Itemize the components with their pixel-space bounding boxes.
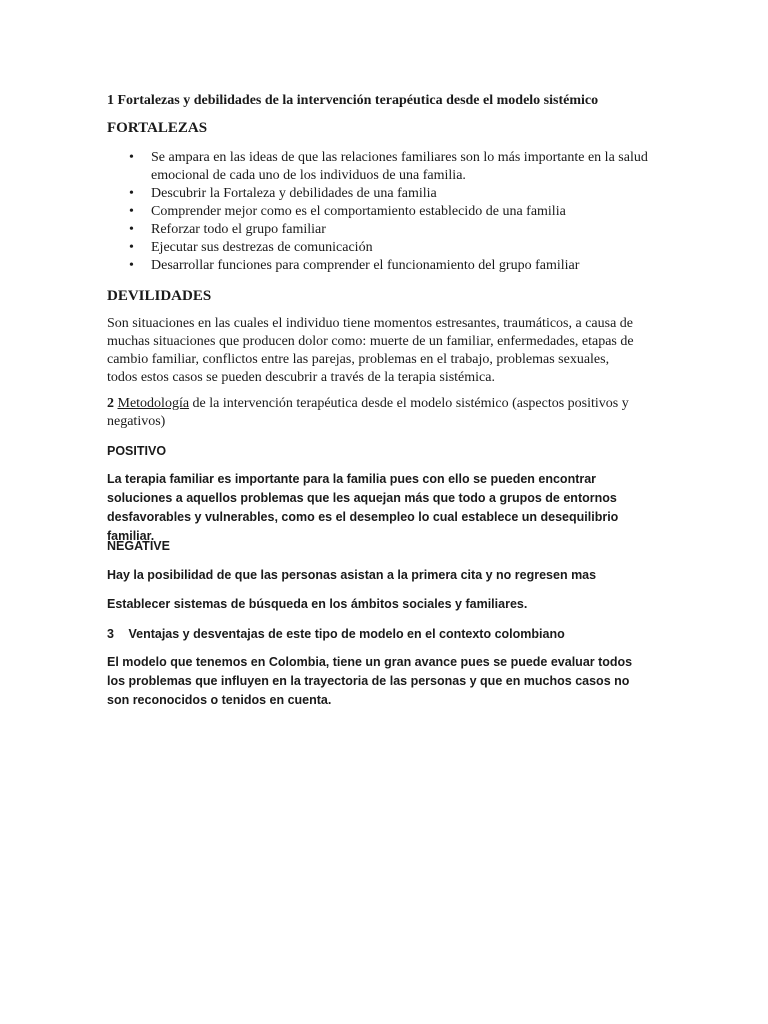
fortalezas-list xyxy=(107,149,667,275)
section3-number: 3 xyxy=(107,627,114,641)
list-item: • Desarrollar funciones para comprender el funcionamiento del grupo familiar xyxy=(107,257,667,275)
section2-number: 2 xyxy=(107,396,114,411)
list-item: • Reforzar todo el grupo familiar xyxy=(107,221,667,239)
list-item: • Se ampara en las ideas de que las relaciones familiares son lo más importante en la salud emocional de cada uno de los individuos de una familia. xyxy=(107,149,667,185)
section2-title xyxy=(107,395,637,431)
list-item: • Ejecutar sus destrezas de comunicación xyxy=(107,239,667,257)
devilidades-paragraph: Son situaciones en las cuales el individuo tiene momentos estresantes, traumáticos, a causa de muchas situaciones que producen dolor como: muerte de un familiar, enfermedades, etapas de cambio familiar, conflictos entre las parejas, problemas en el trabajo, problemas sexuales, todos estos casos se pueden descubrir a través de la terapia sistémica. xyxy=(107,316,634,385)
negative-paragraph-2: Establecer sistemas de búsqueda en los ámbitos sociales y familiares. xyxy=(107,597,528,611)
negative-paragraph-1: Hay la posibilidad de que las personas asistan a la primera cita y no regresen mas xyxy=(107,568,597,582)
list-item: • Descubrir la Fortaleza y debilidades de una familia xyxy=(107,185,667,203)
section1-title: 1 Fortalezas y debilidades de la intervención terapéutica desde el modelo sistémico xyxy=(107,93,599,108)
negative-heading: NEGATIVE xyxy=(107,539,170,553)
devilidades-heading: DEVILIDADES xyxy=(107,288,212,304)
section3-paragraph: El modelo que tenemos en Colombia, tiene un gran avance pues se puede evaluar todos los problemas que influyen en la trayectoria de las personas y que en muchos casos no son reconocidos o tenidos en cuenta. xyxy=(107,655,633,707)
section2-title-text: de la intervención terapéutica desde el modelo sistémico (aspectos positivos y negativos) xyxy=(107,396,629,429)
positivo-paragraph: La terapia familiar es importante para la familia pues con ello se pueden encontrar soluciones a aquellos problemas que les aquejan más que todo a grupos de entornos desfavorables y vulnerables, como es el desempleo lo cual establece un desequilibrio familiar. xyxy=(107,472,619,543)
list-item: • Comprender mejor como es el comportamiento establecido de una familia xyxy=(107,203,667,221)
positivo-heading: POSITIVO xyxy=(107,444,167,458)
section3-title xyxy=(107,625,565,644)
metodologia-link[interactable]: Metodología xyxy=(117,396,190,411)
fortalezas-heading: FORTALEZAS xyxy=(107,120,208,136)
section3-title-text: Ventajas y desventajas de este tipo de modelo en el contexto colombiano xyxy=(128,627,565,641)
